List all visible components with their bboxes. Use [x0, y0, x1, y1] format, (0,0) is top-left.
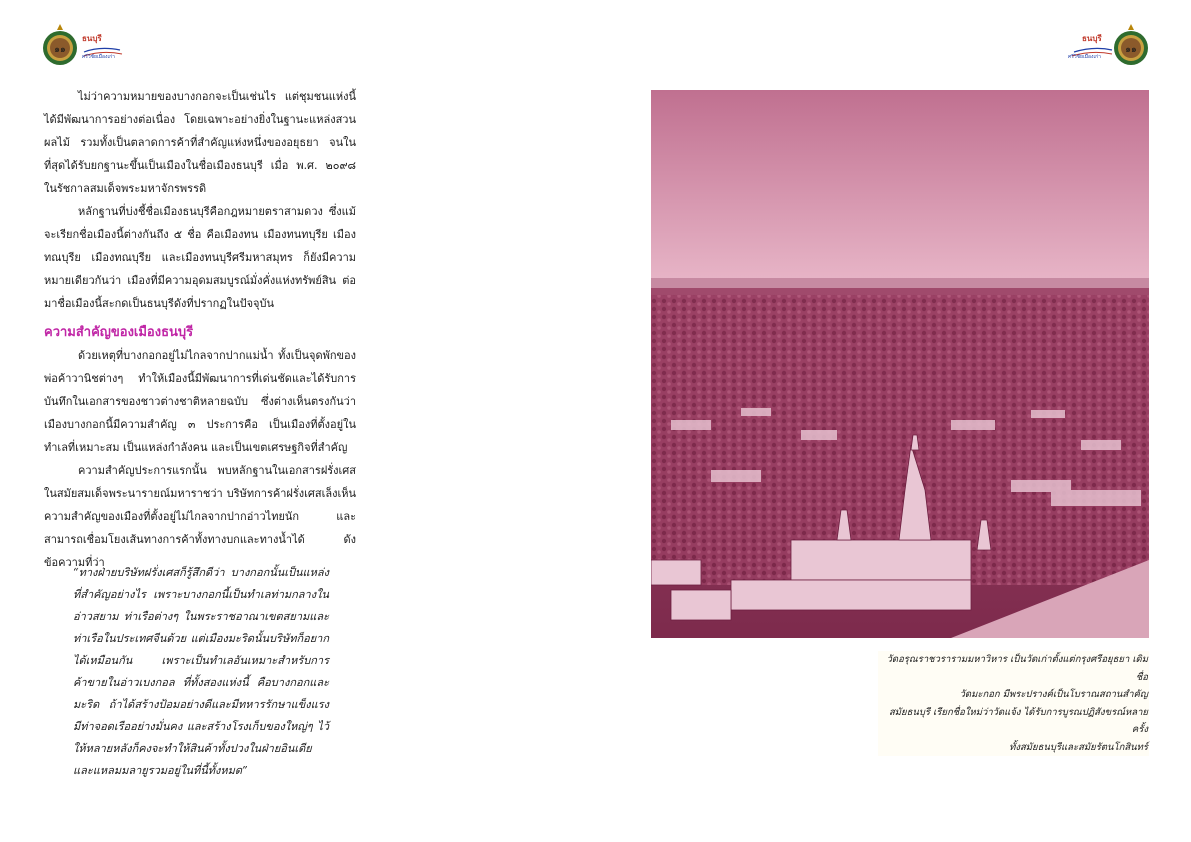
- section-heading: ความสำคัญของเมืองธนบุรี: [44, 325, 194, 340]
- brand-subtitle: ศรีวิชัยเมืองเก่า: [82, 54, 115, 60]
- intro-text-block: [44, 85, 356, 315]
- brand-subtitle-right: ศรีวิชัยเมืองเก่า: [1068, 54, 1101, 60]
- brand-logo-right: [1064, 30, 1114, 62]
- paragraph: ไม่ว่าความหมายของบางกอกจะเป็นเช่นไร แต่ชุมชนแห่งนี้ได้มีพัฒนาการอย่างต่อเนื่อง โดยเฉพาะอย่างยิ่งในฐานะแหล่งสวนผลไม้ รวมทั้งเป็นตลาดการค้าที่สำคัญแห่งหนึ่งของอยุธยา จนในที่สุดได้รับยกฐานะขึ้นเป็นเมืองในชื่อเมืองธนบุรี เมื่อ พ.ศ. ๒๐๙๘ ในรัชกาลสมเด็จพระมหาจักรพรรดิ: [44, 90, 356, 195]
- caption-line: ทั้งสมัยธนบุรีและสมัยรัตนโกสินทร์: [1009, 741, 1148, 753]
- brand-title: ธนบุรี: [82, 34, 102, 43]
- brand-logo: [82, 30, 132, 62]
- emblem-numeral: ๑๑: [1125, 45, 1137, 55]
- brand-title-right: ธนบุรี: [1082, 34, 1102, 43]
- emblem-seal-icon: [41, 24, 79, 68]
- emblem-numeral: ๑๑: [54, 45, 66, 55]
- paragraph: ด้วยเหตุที่บางกอกอยู่ไม่ไกลจากปากแม่น้ำ ทั้งเป็นจุดพักของพ่อค้าวานิชต่างๆ ทำให้เมืองนี้มีพัฒนาการที่เด่นชัดและได้รับการบันทึกในเอกสารของชาวต่างชาติหลายฉบับ ซึ่งต่างเห็นตรงกันว่าเมืองบางกอกนี้มีความสำคัญ ๓ ประการคือ เป็นเมืองที่ตั้งอยู่ในทำเลที่เหมาะสม เป็นแหล่งกำลังคน และเป็นเขตเศรษฐกิจที่สำคัญ: [44, 349, 356, 454]
- paragraph: หลักฐานที่บ่งชี้ชื่อเมืองธนบุรีคือกฎหมายตราสามดวง ซึ่งแม้จะเรียกชื่อเมืองนี้ต่างกันถึง ๕ ชื่อ คือเมืองทน เมืองทนทบุรีย เมืองทณบุรีย เมืองทณบุรีย และเมืองทนบุรีศรีมหาสมุทร ก็ยังมีความหมายเดียวกันว่า เมืองที่มีความอุดมสมบูรณ์มั่งคั่งแห่งทรัพย์สิน ต่อมาชื่อเมืองนี้สะกดเป็นธนบุรีดังที่ปรากฏในปัจจุบัน: [44, 205, 356, 310]
- paragraph: ความสำคัญประการแรกนั้น พบหลักฐานในเอกสารฝรั่งเศสในสมัยสมเด็จพระนารายณ์มหาราชว่า บริษัทการค้าฝรั่งเศสเล็งเห็นความสำคัญของเมืองที่ตั้งอยู่ไม่ไกลจากปากอ่าวไทยนัก และสามารถเชื่อมโยงเส้นทางการค้าทั้งทางบกและทางน้ำได้ ดังข้อความที่ว่า: [44, 464, 356, 569]
- emblem-seal-icon: [1112, 24, 1150, 68]
- block-quote: “ทางฝ่ายบริษัทฝรั่งเศสก็รู้สึกดีว่า บางกอกนั้นเป็นแหล่งที่สำคัญอย่างไร เพราะบางกอกนี้เป็นทำเลท่ามกลางในอ่าวสยาม ท่าเรือต่างๆ ในพระราชอาณาเขตสยามและท่าเรือในประเทศจีนด้วย แต่เมืองมะริดนั้นบริษัทก็อยากได้เหมือนกัน เพราะเป็นทำเลอันเหมาะสำหรับการค้าขายในอ่าวเบงกอล ที่ทั้งสองแห่งนี้ คือบางกอกและมะริด ถ้าได้สร้างป้อมอย่างดีและมีทหารรักษาแข็งแรง มีท่าจอดเรืออย่างมั่นคง และสร้างโรงเก็บของใหญ่ๆ ไว้ให้หลายหลังก็คงจะทำให้สินค้าทั้งปวงในฝ่ายอินเดียและแหลมมลายูรวมอยู่ในที่นี้ทั้งหมด”: [73, 566, 329, 777]
- main-text-block: [44, 344, 356, 574]
- photo-caption: [878, 651, 1149, 756]
- caption-line: สมัยธนบุรี เรียกชื่อใหม่ว่าวัดแจ้ง ได้รับการบูรณปฏิสังขรณ์หลายครั้ง: [888, 706, 1148, 735]
- caption-line: วัดมะกอก มีพระปรางค์เป็นโบราณสถานสำคัญ: [959, 689, 1148, 700]
- caption-line: วัดอรุณราชวรารามมหาวิหาร เป็นวัดเก่าตั้งแต่กรุงศรีอยุธยา เดิมชื่อ: [886, 654, 1148, 683]
- temple-photo: [651, 90, 1149, 638]
